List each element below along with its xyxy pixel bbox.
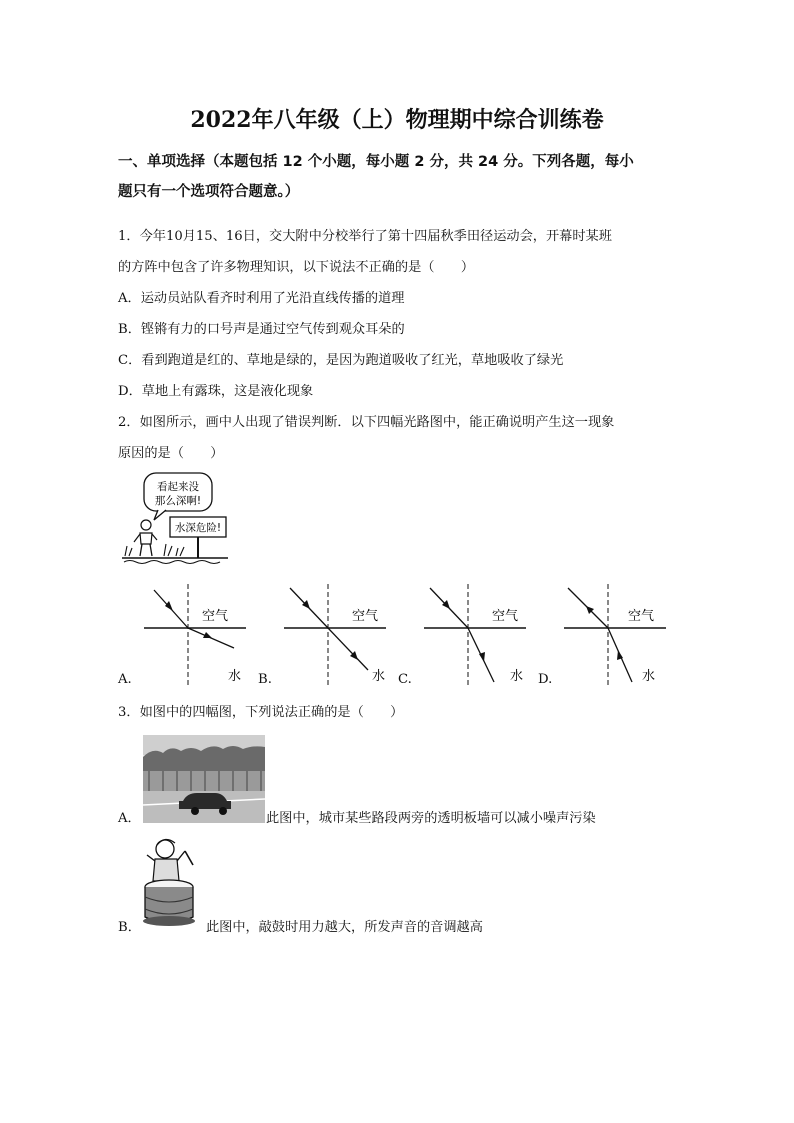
q1-stem-line1: 1．今年10月15、16日，交大附中分校举行了第十四届秋季田径运动会，开幕时某班	[118, 229, 612, 244]
q2-stem-line2: 原因的是（ ）	[118, 446, 224, 461]
ray-diagram-d	[560, 582, 670, 687]
water-label: 水	[642, 669, 656, 684]
q1-stem-line2: 的方阵中包含了许多物理知识，以下说法不正确的是（ ）	[118, 260, 475, 275]
q1-option-c: C．看到跑道是红的、草地是绿的，是因为跑道吸收了红光，草地吸收了绿光	[118, 353, 564, 368]
water-label: 水	[372, 669, 386, 684]
water-label: 水	[510, 669, 524, 684]
q1-option-d: D．草地上有露珠，这是液化现象	[118, 384, 314, 399]
q1-option-a: A．运动员站队看齐时利用了光沿直线传播的道理	[118, 291, 405, 306]
ray-diagram-b	[280, 582, 390, 687]
q3-option-b-text: 此图中，敲鼓时用力越大，所发声音的音调越高	[206, 920, 483, 935]
q3-option-b-letter: B．	[118, 920, 141, 935]
air-label: 空气	[352, 609, 379, 624]
section-heading-line1: 一、单项选择（本题包括 12 个小题，每小题 2 分，共 24 分。下列各题，每小	[118, 154, 634, 170]
section-heading-line2: 题只有一个选项符合题意。）	[118, 184, 300, 200]
q2-option-c: C.	[398, 672, 412, 687]
ray-diagram-c	[420, 582, 530, 687]
bubble-text-line2: 那么深啊!	[154, 495, 202, 507]
drum-illustration	[143, 835, 205, 930]
air-label: 空气	[628, 609, 655, 624]
q2-option-a: A.	[118, 672, 132, 687]
q3-option-a-letter: A．	[118, 811, 141, 826]
air-label: 空气	[492, 609, 519, 624]
q2-option-d: D.	[538, 672, 553, 687]
q3-stem: 3．如图中的四幅图，下列说法正确的是（ ）	[118, 705, 404, 720]
air-label: 空气	[202, 609, 229, 624]
q3-option-a-text: 此图中，城市某些路段两旁的透明板墙可以减小噪声污染	[266, 811, 596, 826]
q2-option-b: B.	[258, 672, 272, 687]
noise-barrier-photo	[143, 735, 265, 823]
page-title: 2022年八年级（上）物理期中综合训练卷	[190, 107, 604, 133]
q2-stem-line1: 2．如图所示，画中人出现了错误判断．以下四幅光路图中，能正确说明产生这一现象	[118, 415, 615, 430]
water-label: 水	[228, 669, 242, 684]
q1-option-b: B．铿锵有力的口号声是通过空气传到观众耳朵的	[118, 322, 405, 337]
bubble-text-line1: 看起来没	[157, 481, 199, 493]
ray-diagram-a	[140, 582, 250, 687]
sign-text: 水深危险!	[174, 522, 222, 534]
cartoon-illustration	[120, 470, 230, 565]
